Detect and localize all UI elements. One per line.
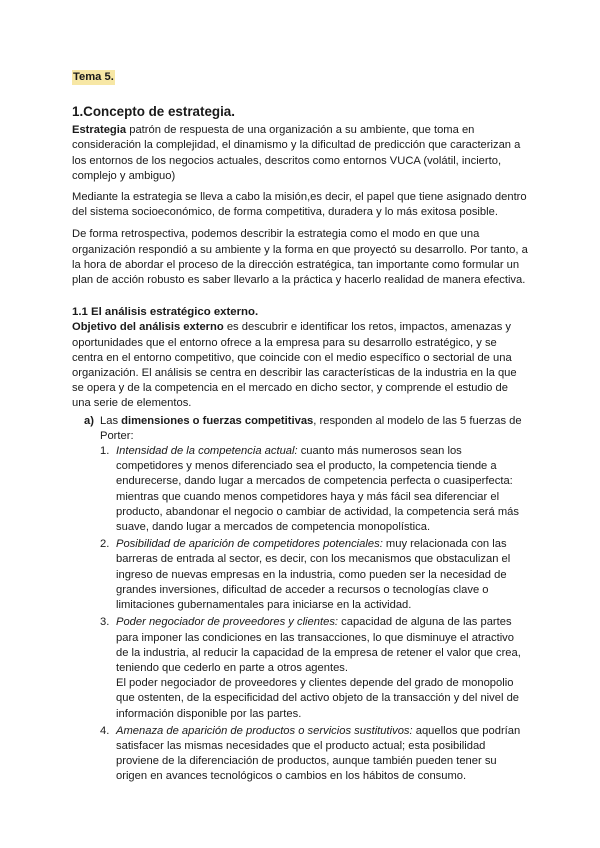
document-page	[72, 70, 528, 787]
item-body: cuanto más numerosos sean los competidores y menos diferenciado sea el producto, la competencia tiende a endurecerse, dando lugar a mercados de competencia perfecta o cuasiperfecta: mientras que cuando menos competidores haya y más fácil sea diferenciar el producto, abandonar el negocio o cambiar de actividad, la competencia será más suave, dando lugar a mercados de competencia monopolística.	[116, 445, 519, 534]
paragraph-retrospective: De forma retrospectiva, podemos describir la estrategia como el modo en que una organización respondió a su ambiente y la forma en que proyectó su desarrollo. Por tanto, a la hora de abordar el proceso de la dirección estratégica, tan importante como formular un plan de acción robusto es saber llevarlo a la práctica y hacerlo realidad de manera efectiva.	[72, 228, 528, 287]
item-text	[116, 615, 528, 721]
item-number: 3.	[100, 616, 110, 629]
list-item	[100, 444, 528, 535]
topic-heading: Tema 5.	[72, 70, 115, 85]
list-item	[100, 724, 528, 785]
section-title: 1.Concepto de estrategia.	[72, 104, 235, 120]
item-term: Intensidad de la competencia actual:	[116, 445, 298, 458]
paragraph-mission: Mediante la estrategia se lleva a cabo la misión,es decir, el papel que tiene asignado dentro del sistema socioeconómico, de forma competitiva, duradera y lo más exitosa posible.	[72, 191, 527, 219]
item-term: Amenaza de aparición de productos o servicios sustitutivos:	[116, 724, 413, 737]
list-item-a-post: , responden al modelo de las 5 fuerzas de Porter:	[100, 414, 522, 442]
strategy-term: Estrategia	[72, 124, 127, 137]
item-text	[116, 724, 528, 785]
item-text	[116, 444, 528, 535]
list-item	[100, 615, 528, 721]
list-item	[100, 537, 528, 613]
list-item-a-text	[100, 414, 528, 444]
item-extra: El poder negociador de proveedores y clientes depende del grado de monopolio que ostenten, de la especificidad del activo objeto de la transacción y del nivel de información disponible por las partes.	[116, 677, 520, 720]
subsection-title: 1.1 El análisis estratégico externo.	[72, 306, 259, 319]
objective-term: Objetivo del análisis externo	[72, 321, 224, 334]
item-term: Poder negociador de proveedores y clientes:	[116, 616, 339, 629]
objective-paragraph	[72, 320, 528, 411]
list-item-a-bold: dimensiones o fuerzas competitivas	[121, 414, 314, 427]
list-item-a	[84, 414, 528, 444]
item-term: Posibilidad de aparición de competidores potenciales:	[116, 538, 383, 551]
item-number: 4.	[100, 724, 110, 737]
objective-text: es descubrir e identificar los retos, impactos, amenazas y oportunidades que el entorno ofrece a la empresa para su desarrollo estratégico, y se centra en el entorno competitivo, que coincide con el medio específico o sectorial de una organización. El análisis se centra en describir las características de la industria en la que se opera y de la competencia en el mercado en dicho sector, y comprende el estudio de una serie de elementos.	[72, 321, 517, 410]
item-text	[116, 537, 528, 613]
list-item-a-pre: Las	[100, 414, 122, 427]
item-body: muy relacionada con las barreras de entrada al sector, es decir, con los mecanismos que obstaculizan el ingreso de nuevas empresas en la industria, como pueden ser la necesidad de grandes inversiones, dificultad de acceder a recursos o tecnologías clave o limitaciones gubernamentales para iniciarse en la actividad.	[116, 538, 511, 612]
forces-list	[100, 444, 528, 784]
strategy-definition-text: patrón de respuesta de una organización a su ambiente, que toma en consideración la complejidad, el dinamismo y la dificultad de predicción que caracterizan a los entornos de los negocios actuales, descritos como entornos VUCA (volátil, incierto, complejo y ambiguo)	[72, 124, 521, 182]
list-label: a)	[84, 414, 94, 427]
strategy-definition	[72, 123, 528, 184]
item-number: 2.	[100, 538, 110, 551]
item-body: capacidad de alguna de las partes para imponer las condiciones en las transacciones, lo que disminuye el atractivo de la industria, al reducir la capacidad de la empresa de retener el valor que crea, teniendo que cederlo en parte a otros agentes.	[116, 616, 521, 674]
item-body: aquellos que podrían satisfacer las mismas necesidades que el producto actual; esta posibilidad proviene de la diferenciación de productos, aunque también pueden tener su origen en avances tecnológicos o cambios en los hábitos de consumo.	[116, 724, 521, 783]
item-number: 1.	[100, 445, 110, 458]
